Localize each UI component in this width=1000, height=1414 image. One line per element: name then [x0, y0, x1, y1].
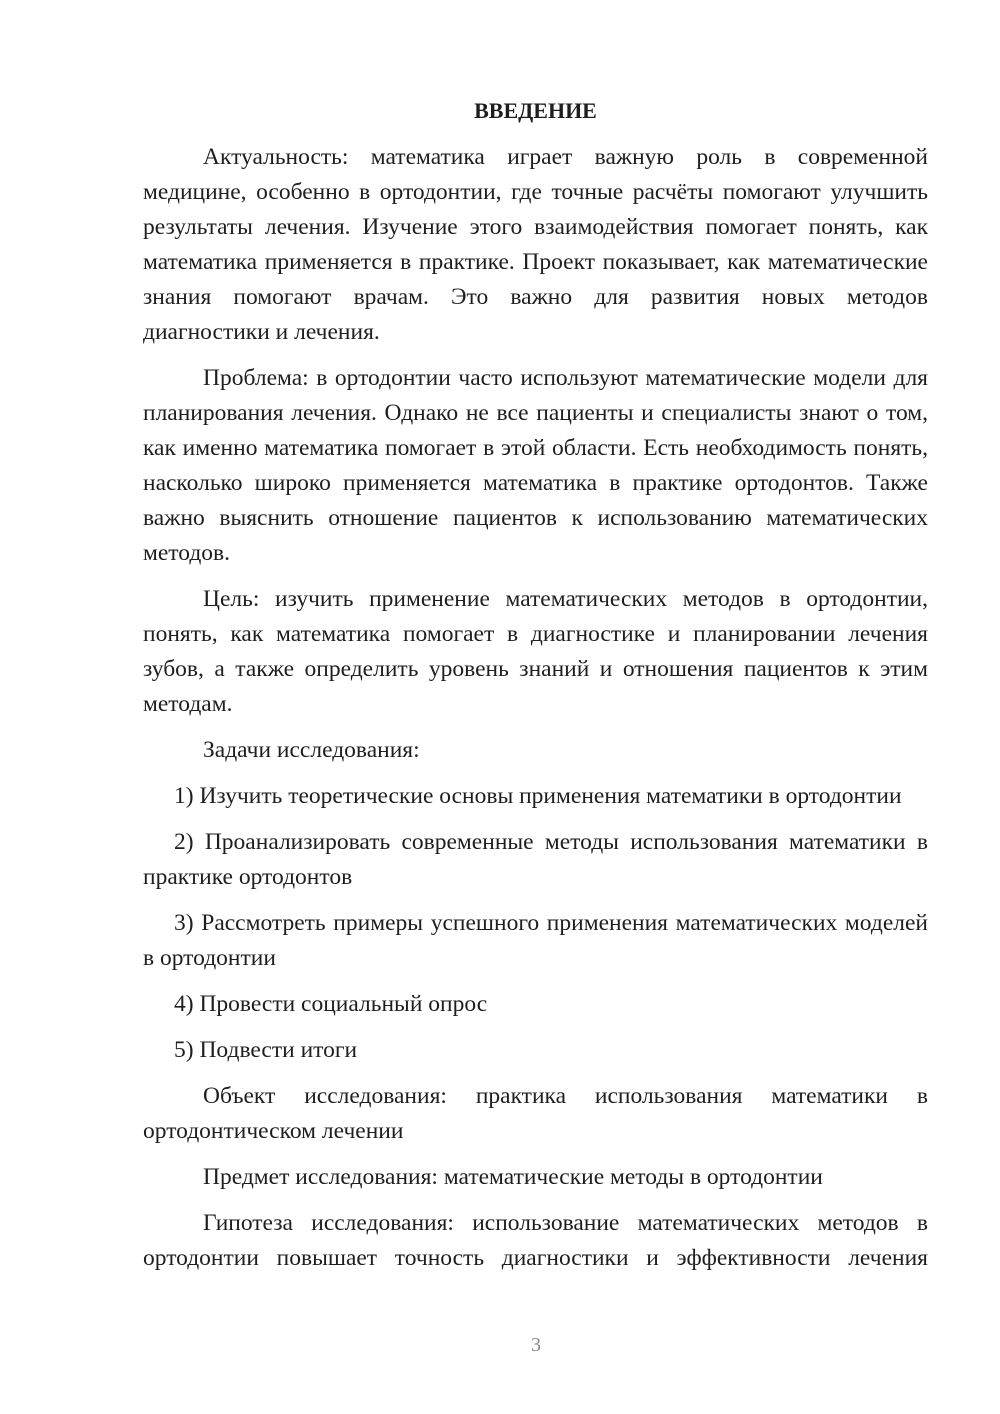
subject-paragraph: Предмет исследования: математические методы в ортодонтии: [203, 1164, 823, 1190]
task-item: 2) Проанализировать современные методы использования математики в практике ортодонтов: [143, 829, 928, 890]
problem-paragraph: Проблема: в ортодонтии часто используют математические модели для планирования лечения. Однако не все пациенты и специалисты знают о том, как именно математика помогает в этой области. Есть необходимость понять, насколько широко применяется математика в практике ортодонтов. Также важно выяснить отношение пациентов к использованию математических методов.: [143, 365, 928, 566]
hypothesis-paragraph: Гипотеза исследования: использование математических методов в ортодонтии повышает точность диагностики и эффективности лечения: [143, 1210, 928, 1271]
section-heading: ВВЕДЕНИЕ: [474, 98, 597, 123]
object-paragraph: Объект исследования: практика использования математики в ортодонтическом лечении: [143, 1083, 928, 1144]
task-item: 5) Подвести итоги: [174, 1037, 358, 1063]
task-item: 4) Провести социальный опрос: [174, 991, 488, 1017]
task-item: 1) Изучить теоретические основы применения математики в ортодонтии: [174, 783, 902, 809]
relevance-paragraph: Актуальность: математика играет важную роль в современной медицине, особенно в ортодонтии, где точные расчёты помогают улучшить результаты лечения. Изучение этого взаимодействия помогает понять, как математика применяется в практике. Проект показывает, как математические знания помогают врачам. Это важно для развития новых методов диагностики и лечения.: [143, 144, 928, 345]
page-content: [143, 93, 928, 1287]
goal-paragraph: Цель: изучить применение математических методов в ортодонтии, понять, как математика помогает в диагностике и планировании лечения зубов, а также определить уровень знаний и отношения пациентов к этим методам.: [143, 586, 928, 717]
task-item: 3) Рассмотреть примеры успешного применения математических моделей в ортодонтии: [143, 910, 928, 971]
tasks-heading: Задачи исследования:: [203, 737, 420, 763]
page-number: 3: [531, 1334, 541, 1356]
